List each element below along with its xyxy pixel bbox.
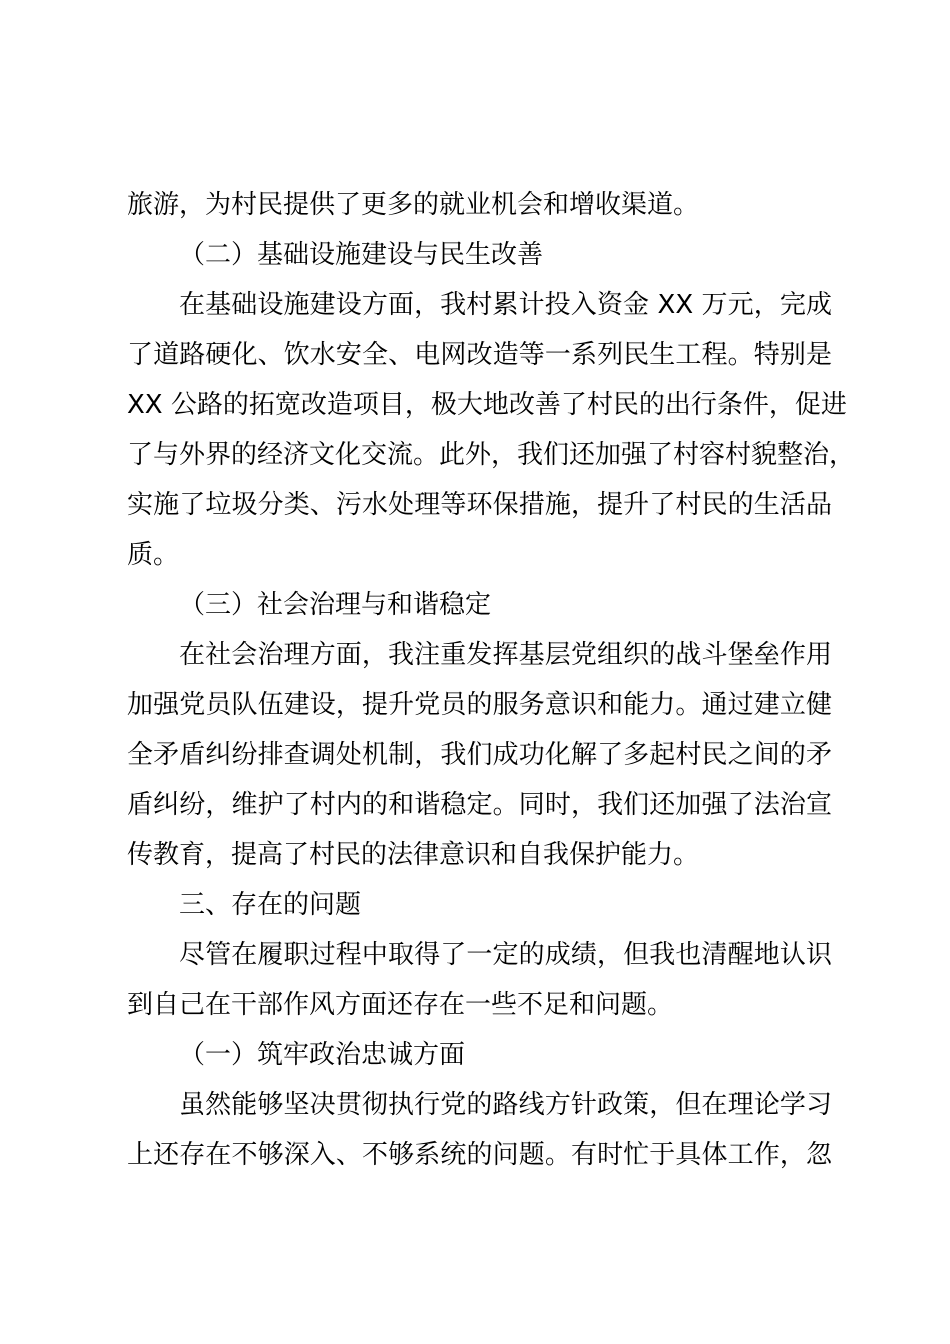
section-heading: 三、存在的问题 <box>179 890 362 920</box>
paragraph-line: 了道路硬化、饮水安全、电网改造等一系列民生工程。特别是 <box>127 340 832 370</box>
paragraph-line: 实施了垃圾分类、污水处理等环保措施，提升了村民的生活品 <box>127 490 832 520</box>
paragraph-line: 旅游，为村民提供了更多的就业机会和增收渠道。 <box>127 190 700 220</box>
paragraph-line: 加强党员队伍建设，提升党员的服务意识和能力。通过建立健 <box>127 690 832 720</box>
paragraph-line: 质。 <box>127 540 180 570</box>
paragraph-line: 尽管在履职过程中取得了一定的成绩，但我也清醒地认识 <box>179 940 832 970</box>
paragraph-line: 上还存在不够深入、不够系统的问题。有时忙于具体工作，忽 <box>127 1140 832 1170</box>
section-heading: （二）基础设施建设与民生改善 <box>179 240 544 270</box>
section-heading: （三）社会治理与和谐稳定 <box>179 590 492 620</box>
section-heading: （一）筑牢政治忠诚方面 <box>179 1040 466 1070</box>
paragraph-line: 盾纠纷，维护了村内的和谐稳定。同时，我们还加强了法治宣 <box>127 790 832 820</box>
paragraph-line: 传教育，提高了村民的法律意识和自我保护能力。 <box>127 840 700 870</box>
paragraph-line: 全矛盾纠纷排查调处机制，我们成功化解了多起村民之间的矛 <box>127 740 832 770</box>
paragraph-line: 到自己在干部作风方面还存在一些不足和问题。 <box>127 990 674 1020</box>
paragraph-line: 了与外界的经济文化交流。此外，我们还加强了村容村貌整治， <box>127 440 856 470</box>
paragraph-line: 在社会治理方面，我注重发挥基层党组织的战斗堡垒作用 <box>179 640 832 670</box>
paragraph-line: 在基础设施建设方面，我村累计投入资金 XX 万元，完成 <box>179 290 832 320</box>
paragraph-line: 虽然能够坚决贯彻执行党的路线方针政策，但在理论学习 <box>179 1090 832 1120</box>
paragraph-line: XX 公路的拓宽改造项目，极大地改善了村民的出行条件，促进 <box>127 390 847 420</box>
